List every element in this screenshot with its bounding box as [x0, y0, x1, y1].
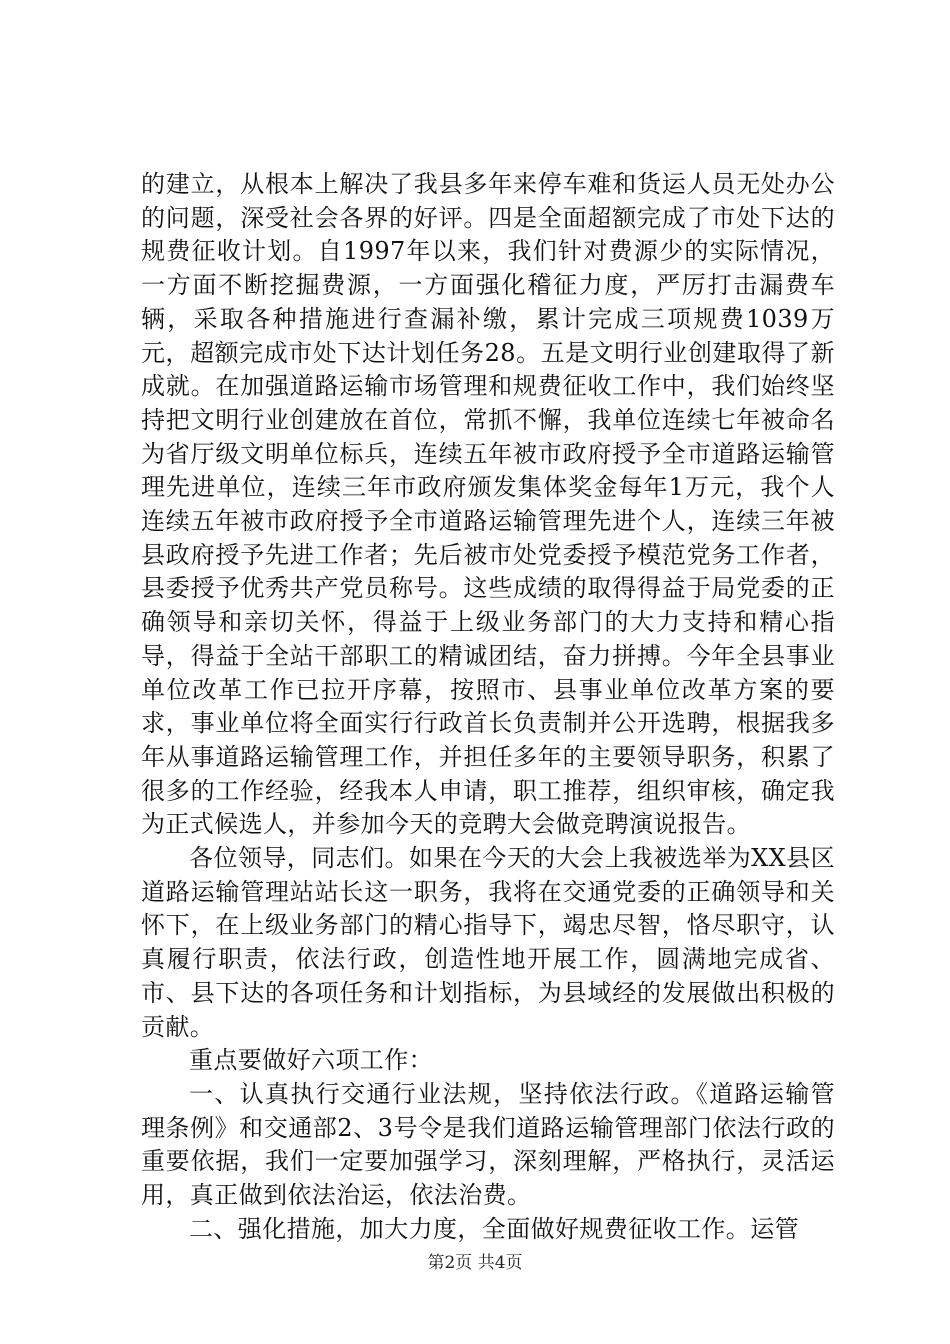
- paragraph-5: 二、强化措施，加大力度，全面做好规费征收工作。运管: [189, 1214, 799, 1243]
- paragraph-3: 重点要做好六项工作：: [189, 1046, 433, 1075]
- document-body: [141, 168, 835, 1247]
- page-footer: 第2页 共4页: [427, 1253, 523, 1273]
- paragraph-2: 各位领导，同志们。如果在今天的大会上我被选举为XX县区道路运输管理站站长这一职务，我将在交通党委的正确领导和关怀下，在上级业务部门的精心指导下，竭忠尽智，恪尽职守，认真履行职责，依法行政，创造性地开展工作，圆满地完成省、市、县下达的各项任务和计划指标，为县域经的发展做出积极的贡献。: [141, 844, 835, 1041]
- paragraph-1: 的建立，从根本上解决了我县多年来停车难和货运人员无处办公的问题，深受社会各界的好评。四是全面超额完成了市处下达的规费征收计划。自1997年以来，我们针对费源少的实际情况，一方面不断挖掘费源，一方面强化稽征力度，严厉打击漏费车辆，采取各种措施进行查漏补缴，累计完成三项规费1039万元，超额完成市处下达计划任务28。五是文明行业创建取得了新成就。在加强道路运输市场管理和规费征收工作中，我们始终坚持把文明行业创建放在首位，常抓不懈，我单位连续七年被命名为省厅级文明单位标兵，连续五年被市政府授予全市道路运输管理先进单位，连续三年市政府颁发集体奖金每年1万元，我个人连续五年被市政府授予全市道路运输管理先进个人，连续三年被县政府授予先进工作者；先后被市处党委授予模范党务工作者，县委授予优秀共产党员称号。这些成绩的取得得益于局党委的正确领导和亲切关怀，得益于上级业务部门的大力支持和精心指导，得益于全站干部职工的精诚团结，奋力拼搏。今年全县事业单位改革工作已拉开序幕，按照市、县事业单位改革方案的要求，事业单位将全面实行行政首长负责制并公开选聘，根据我多年从事道路运输管理工作，并担任多年的主要领导职务，积累了很多的工作经验，经我本人申请，职工推荐，组织审核，确定我为正式候选人，并参加今天的竞聘大会做竞聘演说报告。: [141, 170, 835, 839]
- paragraph-4: 一、认真执行交通行业法规，坚持依法行政。《道路运输管理条例》和交通部2、3号令是我们道路运输管理部门依法行政的重要依据，我们一定要加强学习，深刻理解，严格执行，灵活运用，真正做到依法治运，依法治费。: [141, 1079, 835, 1210]
